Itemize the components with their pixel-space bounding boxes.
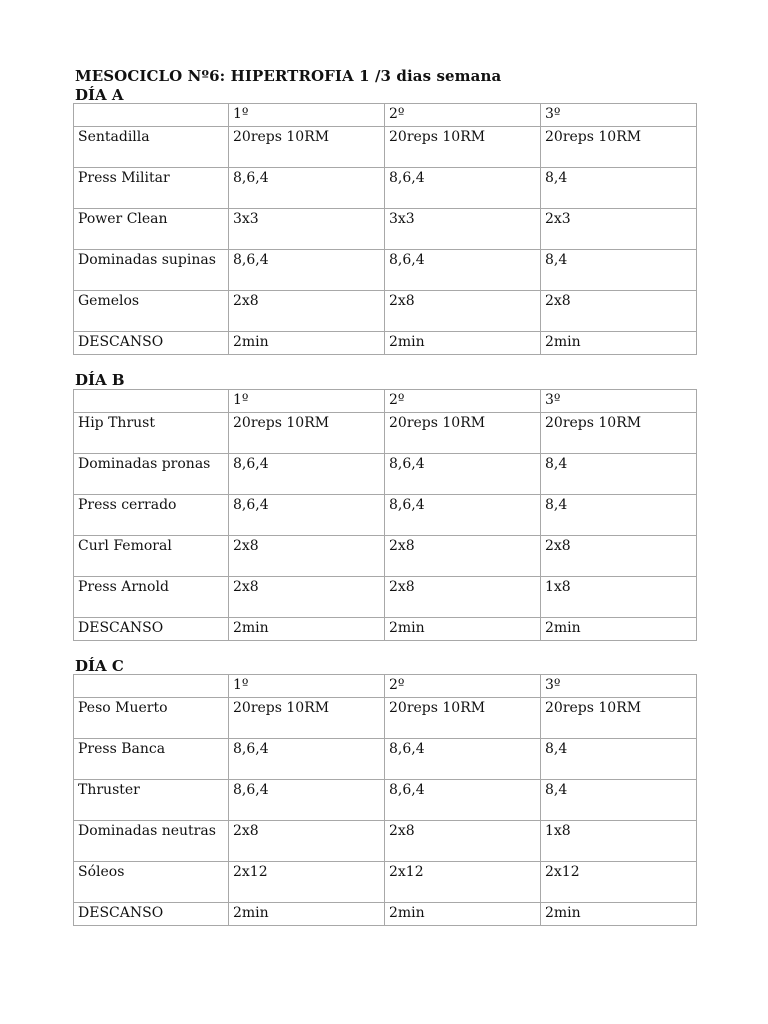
header-cell-week: 1º <box>229 104 385 127</box>
sets-cell: 8,6,4 <box>229 739 385 780</box>
sets-cell: 8,6,4 <box>385 495 541 536</box>
header-cell-empty <box>74 104 229 127</box>
table-header-row <box>74 104 697 127</box>
exercise-name-cell: DESCANSO <box>74 618 229 641</box>
sets-cell: 2x12 <box>385 862 541 903</box>
exercise-name-cell: Peso Muerto <box>74 698 229 739</box>
sets-cell: 1x8 <box>541 821 697 862</box>
exercise-name-cell: Hip Thrust <box>74 413 229 454</box>
sets-cell: 2x8 <box>385 577 541 618</box>
header-cell-empty <box>74 675 229 698</box>
sets-cell: 20reps 10RM <box>385 413 541 454</box>
exercise-name-cell: Press Arnold <box>74 577 229 618</box>
exercise-name-cell: Sóleos <box>74 862 229 903</box>
table-row <box>74 209 697 250</box>
day-label: DÍA B <box>75 371 125 389</box>
exercise-name-cell: Curl Femoral <box>74 536 229 577</box>
sets-cell: 8,6,4 <box>229 780 385 821</box>
sets-cell: 3x3 <box>385 209 541 250</box>
exercise-name-cell: DESCANSO <box>74 903 229 926</box>
sets-cell: 8,4 <box>541 495 697 536</box>
sets-cell: 2x12 <box>541 862 697 903</box>
table-row <box>74 862 697 903</box>
header-cell-week: 2º <box>385 390 541 413</box>
sets-cell: 8,4 <box>541 250 697 291</box>
sets-cell: 20reps 10RM <box>229 413 385 454</box>
table-header-row <box>74 675 697 698</box>
routine-table <box>73 103 697 355</box>
sets-cell: 2x8 <box>229 536 385 577</box>
table-row <box>74 413 697 454</box>
sets-cell: 2min <box>541 332 697 355</box>
table-header-row <box>74 390 697 413</box>
sets-cell: 8,6,4 <box>229 168 385 209</box>
table-row <box>74 250 697 291</box>
sets-cell: 2min <box>229 332 385 355</box>
table-row <box>74 903 697 926</box>
sets-cell: 8,6,4 <box>229 495 385 536</box>
sets-cell: 20reps 10RM <box>229 698 385 739</box>
table-row <box>74 127 697 168</box>
sets-cell: 8,4 <box>541 780 697 821</box>
sets-cell: 20reps 10RM <box>229 127 385 168</box>
header-cell-week: 2º <box>385 104 541 127</box>
header-cell-week: 1º <box>229 675 385 698</box>
sets-cell: 2x3 <box>541 209 697 250</box>
sets-cell: 2min <box>385 903 541 926</box>
sets-cell: 8,4 <box>541 168 697 209</box>
header-cell-week: 3º <box>541 104 697 127</box>
sets-cell: 2x8 <box>541 536 697 577</box>
header-cell-week: 2º <box>385 675 541 698</box>
sets-cell: 2min <box>541 618 697 641</box>
routine-table <box>73 674 697 926</box>
sets-cell: 20reps 10RM <box>541 698 697 739</box>
table-row <box>74 536 697 577</box>
sets-cell: 8,6,4 <box>385 250 541 291</box>
header-cell-empty <box>74 390 229 413</box>
header-cell-week: 1º <box>229 390 385 413</box>
sets-cell: 2min <box>385 332 541 355</box>
sets-cell: 2min <box>229 903 385 926</box>
sets-cell: 2x8 <box>385 291 541 332</box>
sets-cell: 20reps 10RM <box>385 698 541 739</box>
sets-cell: 2x8 <box>385 821 541 862</box>
header-cell-week: 3º <box>541 390 697 413</box>
exercise-name-cell: Press Banca <box>74 739 229 780</box>
table-row <box>74 495 697 536</box>
document-title: MESOCICLO Nº6: HIPERTROFIA 1 /3 dias semana <box>75 67 502 85</box>
table-row <box>74 454 697 495</box>
day-label: DÍA C <box>75 657 124 675</box>
sets-cell: 8,4 <box>541 454 697 495</box>
sets-cell: 2x12 <box>229 862 385 903</box>
sets-cell: 2x8 <box>229 821 385 862</box>
sets-cell: 20reps 10RM <box>385 127 541 168</box>
table-row <box>74 698 697 739</box>
table-row <box>74 618 697 641</box>
routine-table <box>73 389 697 641</box>
exercise-name-cell: Dominadas neutras <box>74 821 229 862</box>
table-row <box>74 291 697 332</box>
sets-cell: 1x8 <box>541 577 697 618</box>
table-row <box>74 168 697 209</box>
sets-cell: 8,6,4 <box>229 250 385 291</box>
exercise-name-cell: Thruster <box>74 780 229 821</box>
sets-cell: 20reps 10RM <box>541 127 697 168</box>
sets-cell: 8,4 <box>541 739 697 780</box>
header-cell-week: 3º <box>541 675 697 698</box>
table-row <box>74 821 697 862</box>
sets-cell: 2min <box>385 618 541 641</box>
sets-cell: 2min <box>229 618 385 641</box>
sets-cell: 3x3 <box>229 209 385 250</box>
sets-cell: 8,6,4 <box>385 454 541 495</box>
exercise-name-cell: Dominadas supinas <box>74 250 229 291</box>
sets-cell: 2min <box>541 903 697 926</box>
exercise-name-cell: Press cerrado <box>74 495 229 536</box>
table-row <box>74 332 697 355</box>
table-row <box>74 739 697 780</box>
sets-cell: 20reps 10RM <box>541 413 697 454</box>
sets-cell: 8,6,4 <box>385 168 541 209</box>
day-label: DÍA A <box>75 86 124 104</box>
exercise-name-cell: Sentadilla <box>74 127 229 168</box>
sets-cell: 8,6,4 <box>229 454 385 495</box>
sets-cell: 8,6,4 <box>385 780 541 821</box>
sets-cell: 2x8 <box>541 291 697 332</box>
exercise-name-cell: Dominadas pronas <box>74 454 229 495</box>
table-row <box>74 577 697 618</box>
sets-cell: 2x8 <box>229 577 385 618</box>
sets-cell: 2x8 <box>229 291 385 332</box>
exercise-name-cell: DESCANSO <box>74 332 229 355</box>
exercise-name-cell: Gemelos <box>74 291 229 332</box>
sets-cell: 2x8 <box>385 536 541 577</box>
table-row <box>74 780 697 821</box>
sets-cell: 8,6,4 <box>385 739 541 780</box>
exercise-name-cell: Press Militar <box>74 168 229 209</box>
exercise-name-cell: Power Clean <box>74 209 229 250</box>
